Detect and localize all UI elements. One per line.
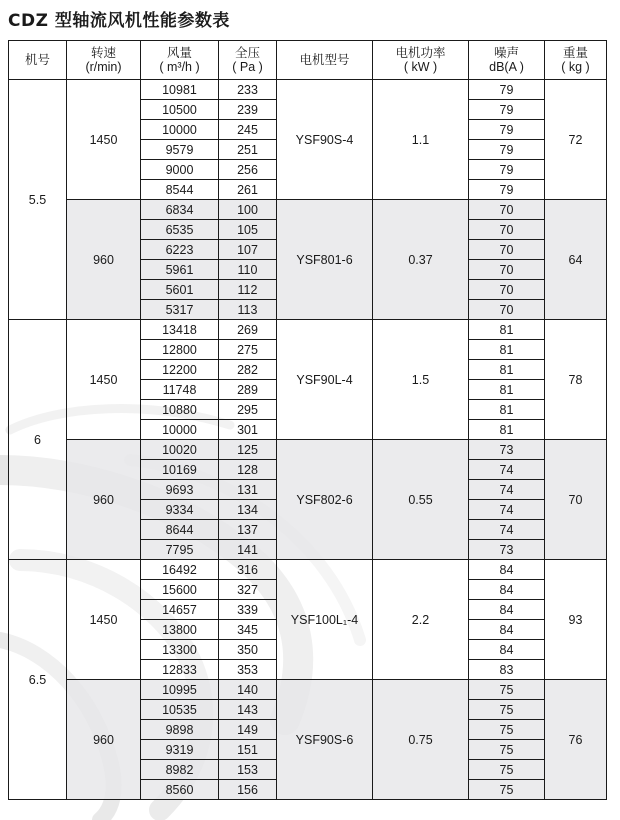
noise-cell: 70 [469,200,545,220]
noise-cell: 75 [469,760,545,780]
noise-cell: 75 [469,780,545,800]
motor-power-cell: 1.1 [373,80,469,200]
noise-cell: 84 [469,560,545,580]
pressure-cell: 134 [219,500,277,520]
pressure-cell: 140 [219,680,277,700]
motor-power-cell: 0.75 [373,680,469,800]
air-flow-cell: 6223 [141,240,219,260]
noise-cell: 70 [469,220,545,240]
table-row [9,680,607,700]
air-flow-cell: 10500 [141,100,219,120]
air-flow-cell: 10000 [141,120,219,140]
noise-cell: 70 [469,240,545,260]
pressure-cell: 345 [219,620,277,640]
header-speed: 转速 (r/min) [67,41,141,80]
weight-cell: 70 [545,440,607,560]
pressure-cell: 275 [219,340,277,360]
noise-cell: 74 [469,500,545,520]
weight-cell: 76 [545,680,607,800]
noise-cell: 75 [469,700,545,720]
motor-power-cell: 0.37 [373,200,469,320]
pressure-cell: 269 [219,320,277,340]
pressure-cell: 100 [219,200,277,220]
pressure-cell: 151 [219,740,277,760]
speed-cell: 960 [67,680,141,800]
air-flow-cell: 6535 [141,220,219,240]
noise-cell: 73 [469,540,545,560]
air-flow-cell: 5601 [141,280,219,300]
weight-cell: 72 [545,80,607,200]
air-flow-cell: 9898 [141,720,219,740]
air-flow-cell: 16492 [141,560,219,580]
noise-cell: 74 [469,460,545,480]
noise-cell: 84 [469,640,545,660]
air-flow-cell: 8560 [141,780,219,800]
noise-cell: 84 [469,600,545,620]
pressure-cell: 339 [219,600,277,620]
weight-cell: 93 [545,560,607,680]
noise-cell: 81 [469,400,545,420]
air-flow-cell: 8544 [141,180,219,200]
pressure-cell: 107 [219,240,277,260]
air-flow-cell: 9693 [141,480,219,500]
noise-cell: 79 [469,180,545,200]
speed-cell: 1450 [67,560,141,680]
pressure-cell: 125 [219,440,277,460]
noise-cell: 79 [469,160,545,180]
motor-model-cell: YSF100L₁-4 [277,560,373,680]
table-header-row [9,41,607,80]
pressure-cell: 289 [219,380,277,400]
air-flow-cell: 15600 [141,580,219,600]
air-flow-cell: 12833 [141,660,219,680]
motor-model-cell: YSF801-6 [277,200,373,320]
noise-cell: 74 [469,520,545,540]
page-title: CDZ 型轴流风机性能参数表 [8,11,230,31]
pressure-cell: 353 [219,660,277,680]
pressure-cell: 128 [219,460,277,480]
motor-power-cell: 1.5 [373,320,469,440]
air-flow-cell: 10000 [141,420,219,440]
pressure-cell: 261 [219,180,277,200]
pressure-cell: 233 [219,80,277,100]
pressure-cell: 110 [219,260,277,280]
noise-cell: 79 [469,80,545,100]
pressure-cell: 239 [219,100,277,120]
header-air-flow: 风量 ( m³/h ) [141,41,219,80]
noise-cell: 70 [469,260,545,280]
pressure-cell: 245 [219,120,277,140]
noise-cell: 79 [469,100,545,120]
air-flow-cell: 8644 [141,520,219,540]
table-body [9,80,607,800]
pressure-cell: 251 [219,140,277,160]
table-row [9,80,607,100]
pressure-cell: 105 [219,220,277,240]
pressure-cell: 131 [219,480,277,500]
header-motor-model: 电机型号 [277,41,373,80]
table-row [9,560,607,580]
header-machine-no: 机号 [9,41,67,80]
noise-cell: 70 [469,280,545,300]
pressure-cell: 141 [219,540,277,560]
pressure-cell: 156 [219,780,277,800]
air-flow-cell: 10020 [141,440,219,460]
pressure-cell: 282 [219,360,277,380]
noise-cell: 79 [469,140,545,160]
air-flow-cell: 10995 [141,680,219,700]
speed-cell: 1450 [67,80,141,200]
air-flow-cell: 5317 [141,300,219,320]
air-flow-cell: 5961 [141,260,219,280]
air-flow-cell: 10981 [141,80,219,100]
header-weight: 重量 ( kg ) [545,41,607,80]
header-motor-power: 电机功率 ( kW ) [373,41,469,80]
noise-cell: 81 [469,360,545,380]
air-flow-cell: 14657 [141,600,219,620]
air-flow-cell: 7795 [141,540,219,560]
pressure-cell: 327 [219,580,277,600]
table-row [9,320,607,340]
machine-no-cell: 6 [9,320,67,560]
pressure-cell: 143 [219,700,277,720]
pressure-cell: 113 [219,300,277,320]
air-flow-cell: 9334 [141,500,219,520]
noise-cell: 81 [469,340,545,360]
noise-cell: 70 [469,300,545,320]
pressure-cell: 112 [219,280,277,300]
air-flow-cell: 12200 [141,360,219,380]
air-flow-cell: 9000 [141,160,219,180]
motor-model-cell: YSF90L-4 [277,320,373,440]
weight-cell: 64 [545,200,607,320]
pressure-cell: 149 [219,720,277,740]
table-row [9,440,607,460]
pressure-cell: 301 [219,420,277,440]
air-flow-cell: 12800 [141,340,219,360]
pressure-cell: 153 [219,760,277,780]
air-flow-cell: 6834 [141,200,219,220]
motor-model-cell: YSF90S-4 [277,80,373,200]
speed-cell: 960 [67,440,141,560]
fan-parameter-table [8,40,607,800]
air-flow-cell: 10880 [141,400,219,420]
pressure-cell: 350 [219,640,277,660]
table-row [9,200,607,220]
noise-cell: 84 [469,580,545,600]
speed-cell: 1450 [67,320,141,440]
pressure-cell: 137 [219,520,277,540]
air-flow-cell: 13800 [141,620,219,640]
air-flow-cell: 10535 [141,700,219,720]
air-flow-cell: 13418 [141,320,219,340]
air-flow-cell: 8982 [141,760,219,780]
noise-cell: 73 [469,440,545,460]
air-flow-cell: 11748 [141,380,219,400]
pressure-cell: 316 [219,560,277,580]
header-noise: 噪声 dB(A ) [469,41,545,80]
noise-cell: 83 [469,660,545,680]
noise-cell: 79 [469,120,545,140]
header-total-pressure: 全压 ( Pa ) [219,41,277,80]
noise-cell: 81 [469,320,545,340]
speed-cell: 960 [67,200,141,320]
air-flow-cell: 9579 [141,140,219,160]
noise-cell: 81 [469,420,545,440]
motor-power-cell: 2.2 [373,560,469,680]
noise-cell: 81 [469,380,545,400]
noise-cell: 75 [469,680,545,700]
noise-cell: 75 [469,740,545,760]
pressure-cell: 295 [219,400,277,420]
motor-model-cell: YSF802-6 [277,440,373,560]
motor-model-cell: YSF90S-6 [277,680,373,800]
pressure-cell: 256 [219,160,277,180]
noise-cell: 74 [469,480,545,500]
motor-power-cell: 0.55 [373,440,469,560]
air-flow-cell: 9319 [141,740,219,760]
noise-cell: 75 [469,720,545,740]
weight-cell: 78 [545,320,607,440]
air-flow-cell: 10169 [141,460,219,480]
air-flow-cell: 13300 [141,640,219,660]
machine-no-cell: 5.5 [9,80,67,320]
machine-no-cell: 6.5 [9,560,67,800]
noise-cell: 84 [469,620,545,640]
